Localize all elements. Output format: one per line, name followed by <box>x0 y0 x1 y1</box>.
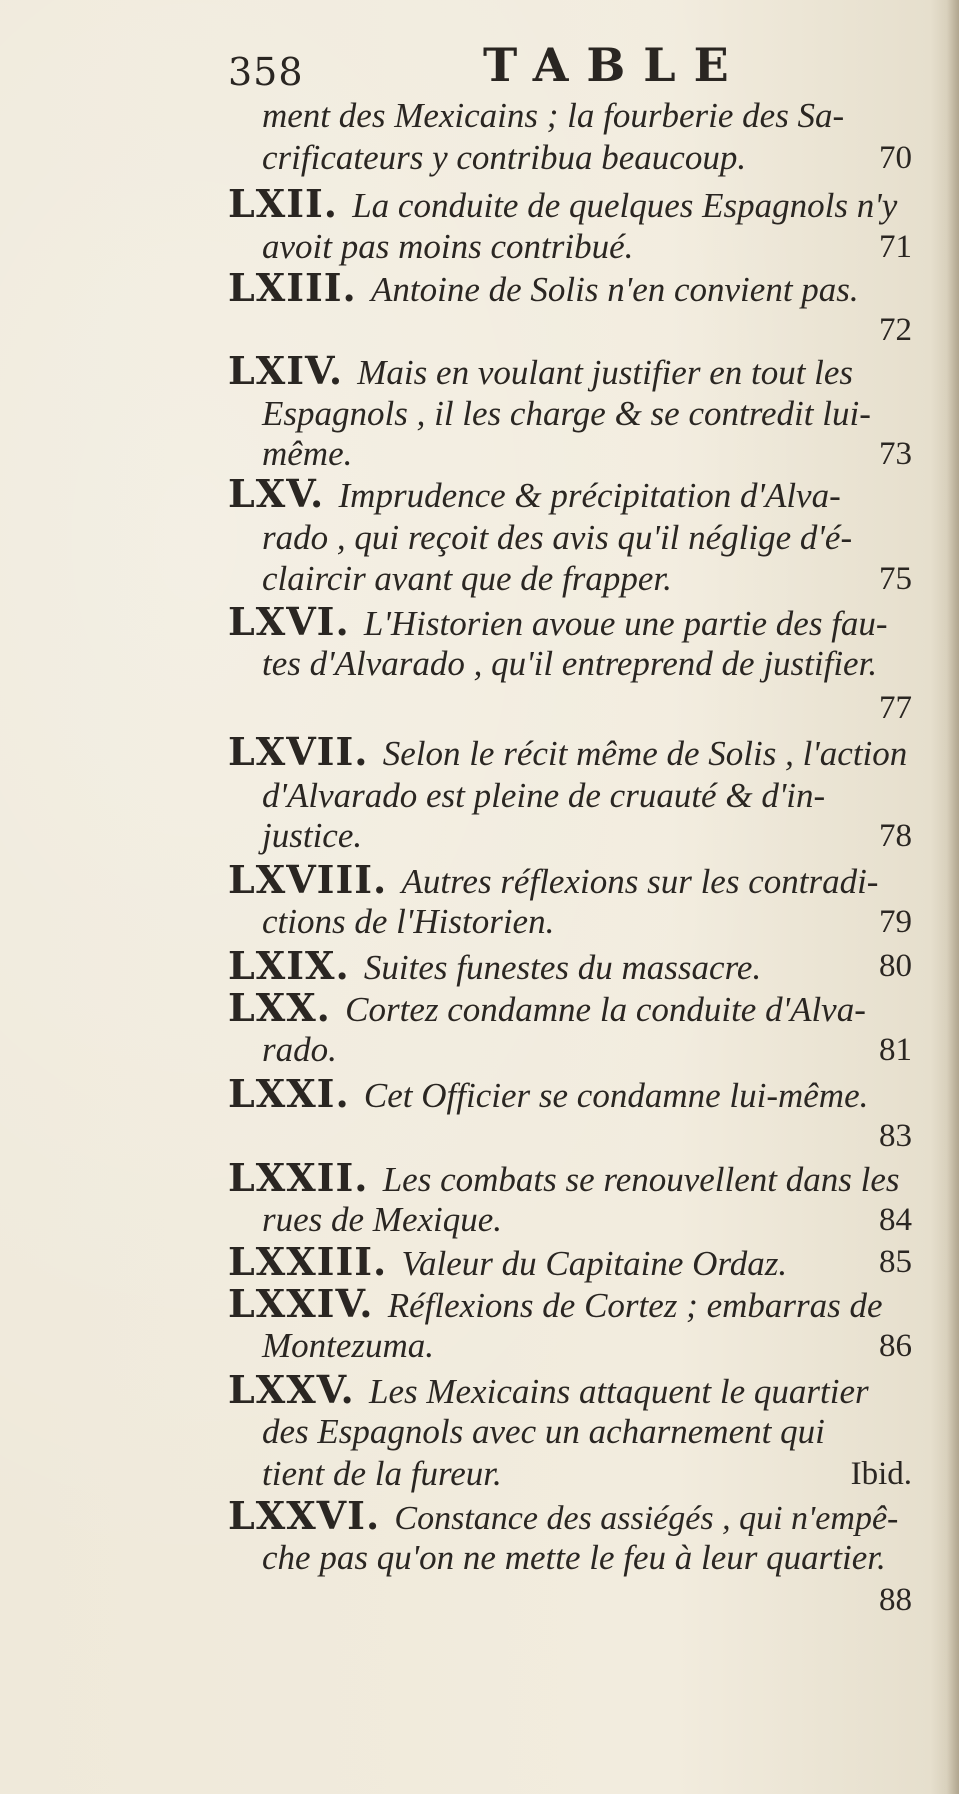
entry-text: ment des Mexicains ; la fourberie des Sa- <box>262 96 845 135</box>
entry-text: Montezuma. <box>262 1326 435 1365</box>
entry-text: Espagnols , il les charge & se contredit lui- <box>262 394 871 433</box>
entry-text: La conduite de quelques Espagnols n'y <box>352 186 898 225</box>
entry-text: crificateurs y contribua beaucoup. <box>262 138 747 177</box>
chapter-number: LXIX. <box>228 943 364 988</box>
page-reference: 70 <box>879 140 912 176</box>
chapter-number: LXXVI. <box>228 1493 395 1538</box>
page-reference: 86 <box>879 1328 912 1364</box>
chapter-number: LXVII. <box>228 729 383 774</box>
entry-text: tes d'Alvarado , qu'il entreprend de justifier. <box>262 644 878 683</box>
entry-text: tient de la fureur. <box>262 1454 502 1493</box>
entry-text: ctions de l'Historien. <box>262 902 555 941</box>
chapter-number: LXXI. <box>228 1071 364 1116</box>
entry-text: d'Alvarado est pleine de cruauté & d'in- <box>262 776 826 815</box>
entry-text: Cet Officier se condamne lui-même. <box>363 1076 869 1115</box>
page-reference: 80 <box>879 948 912 984</box>
entry-text: rues de Mexique. <box>262 1200 503 1239</box>
entry-text: L'Historien avoue une partie des fau- <box>363 604 888 643</box>
page-reference: 83 <box>879 1118 912 1154</box>
entry-text: avoit pas moins contribué. <box>262 227 634 266</box>
page-reference: 77 <box>879 690 912 726</box>
page-reference: 71 <box>879 229 912 265</box>
running-title: TABLE <box>483 38 747 92</box>
chapter-number: LXXIII. <box>228 1239 402 1284</box>
chapter-number: LXXIV. <box>228 1281 388 1326</box>
page-reference: 75 <box>879 561 912 597</box>
entry-text: che pas qu'on ne mette le feu à leur quartier. <box>262 1538 886 1577</box>
chapter-number: LXII. <box>228 181 353 226</box>
entry-text: Autres réflexions sur les contradi- <box>401 862 879 901</box>
entry-text: Réflexions de Cortez ; embarras de <box>387 1286 883 1325</box>
entry-text: justice. <box>262 816 363 855</box>
page-reference: 88 <box>879 1582 912 1618</box>
entry-text: claircir avant que de frapper. <box>262 559 672 598</box>
page-reference: 73 <box>879 436 912 472</box>
entry-text: Antoine de Solis n'en convient pas. <box>371 270 859 309</box>
page-reference: Ibid. <box>850 1456 912 1492</box>
chapter-number: LXVIII. <box>228 857 402 902</box>
chapter-number: LXX. <box>228 985 346 1030</box>
chapter-number: LXIV. <box>228 348 358 393</box>
entry-text: Cortez condamne la conduite d'Alva- <box>345 990 866 1029</box>
entry-text: Constance des assiégés , qui n'empê- <box>394 1500 899 1537</box>
chapter-number: LXXII. <box>228 1155 383 1200</box>
entry-text: rado , qui reçoit des avis qu'il néglige d'é- <box>262 518 853 557</box>
entry-text: Mais en voulant justifier en tout les <box>357 353 854 392</box>
entry-text: Imprudence & précipitation d'Alva- <box>338 476 841 515</box>
page-reference: 79 <box>879 904 912 940</box>
chapter-number: LXVI. <box>228 599 364 644</box>
page-reference: 81 <box>879 1032 912 1068</box>
entry-text: Les combats se renouvellent dans les <box>382 1160 900 1199</box>
toc-entry-line <box>228 262 859 314</box>
entry-text: Valeur du Capitaine Ordaz. <box>401 1244 788 1283</box>
toc-entry-line <box>262 132 746 184</box>
chapter-number: LXV. <box>228 471 339 516</box>
entry-text: Suites funestes du massacre. <box>363 948 762 987</box>
entry-text: Selon le récit même de Solis , l'action <box>382 734 908 773</box>
page-reference: 85 <box>879 1244 912 1280</box>
chapter-number: LXIII. <box>228 265 371 310</box>
entry-text: Les Mexicains attaquent le quartier <box>369 1372 869 1411</box>
entry-text: même. <box>262 434 353 473</box>
page-reference: 72 <box>879 312 912 348</box>
toc-entry-line <box>228 1068 868 1120</box>
entry-text: des Espagnols avec un acharnement qui <box>262 1412 825 1451</box>
entry-text: rado. <box>262 1030 337 1069</box>
page-reference: 78 <box>879 818 912 854</box>
page-reference: 84 <box>879 1202 912 1238</box>
chapter-number: LXXV. <box>228 1367 369 1412</box>
page-number: 358 <box>228 50 304 94</box>
